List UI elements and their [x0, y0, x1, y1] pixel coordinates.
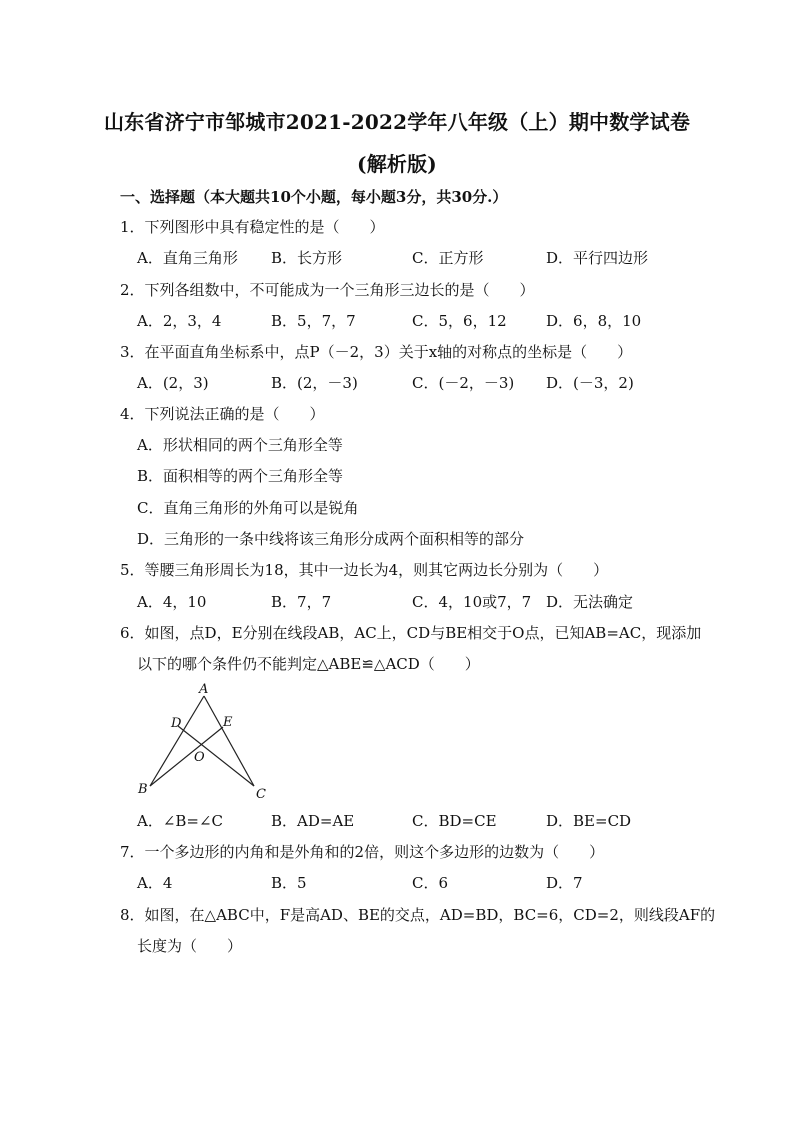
segment-dc — [178, 726, 254, 786]
question-8-cont: 长度为（ ） — [137, 937, 243, 955]
label-c: C — [256, 787, 266, 802]
q7-option-d: D．7 — [546, 874, 583, 892]
label-d: D — [171, 716, 182, 731]
q4-option-b: B．面积相等的两个三角形全等 — [137, 467, 344, 485]
section-heading: 一、选择题（本大题共10个小题，每小题3分，共30分.） — [120, 188, 508, 206]
q5-option-d: D．无法确定 — [546, 593, 634, 611]
q7-option-a: A．4 — [137, 874, 173, 892]
q4-option-d: D．三角形的一条中线将该三角形分成两个面积相等的部分 — [137, 530, 525, 548]
segment-eb — [150, 727, 223, 786]
q7-option-c: C．6 — [412, 874, 449, 892]
label-a: A — [199, 682, 209, 697]
question-3: 3．在平面直角坐标系中，点P（－2，3）关于x轴的对称点的坐标是（ ） — [120, 343, 633, 361]
q5-option-b: B．7，7 — [271, 593, 332, 611]
q6-option-a: A．∠B=∠C — [137, 812, 224, 830]
q6-option-d: D．BE=CD — [546, 812, 632, 830]
segment-ac — [204, 696, 254, 786]
question-1: 1．下列图形中具有稳定性的是（ ） — [120, 218, 385, 236]
q3-option-b: B．(2，－3) — [271, 374, 358, 392]
q2-option-d: D．6，8，10 — [546, 312, 642, 330]
q1-option-a: A．直角三角形 — [137, 249, 238, 267]
q2-option-c: C．5，6，12 — [412, 312, 507, 330]
question-5: 5．等腰三角形周长为18，其中一边长为4，则其它两边长分别为（ ） — [120, 561, 609, 579]
question-7: 7．一个多边形的内角和是外角和的2倍，则这个多边形的边数为（ ） — [120, 843, 605, 861]
paper-subtitle: (解析版) — [357, 152, 437, 176]
q3-option-d: D．(－3，2) — [546, 374, 634, 392]
question-2: 2．下列各组数中，不可能成为一个三角形三边长的是（ ） — [120, 281, 535, 299]
label-e: E — [223, 715, 233, 730]
q5-option-a: A．4，10 — [137, 593, 207, 611]
q2-option-b: B．5，7，7 — [271, 312, 356, 330]
q1-option-c: C．正方形 — [412, 249, 484, 267]
question-6-cont: 以下的哪个条件仍不能判定△ABE≌△ACD（ ） — [137, 655, 480, 673]
q1-option-d: D．平行四边形 — [546, 249, 649, 267]
q4-option-a: A．形状相同的两个三角形全等 — [137, 436, 343, 454]
label-b: B — [138, 782, 148, 797]
segment-ab — [150, 696, 204, 786]
question-4: 4．下列说法正确的是（ ） — [120, 405, 325, 423]
q7-option-b: B．5 — [271, 874, 307, 892]
label-o: O — [194, 750, 205, 765]
q3-option-c: C．(－2，－3) — [412, 374, 515, 392]
q6-option-c: C．BD=CE — [412, 812, 497, 830]
triangle-figure — [130, 682, 280, 807]
paper-title: 山东省济宁市邹城市2021-2022学年八年级（上）期中数学试卷 — [103, 110, 691, 134]
q2-option-a: A．2，3，4 — [137, 312, 222, 330]
q4-option-c: C．直角三角形的外角可以是锐角 — [137, 499, 359, 517]
q3-option-a: A．(2，3) — [137, 374, 209, 392]
q5-option-c: C．4，10或7，7 — [412, 593, 532, 611]
question-8: 8．如图，在△ABC中，F是高AD、BE的交点，AD=BD，BC=6，CD=2，则线段AF的 — [120, 906, 716, 924]
q6-option-b: B．AD=AE — [271, 812, 355, 830]
q1-option-b: B．长方形 — [271, 249, 343, 267]
question-6: 6．如图，点D，E分别在线段AB，AC上，CD与BE相交于O点，已知AB=AC，现添加 — [120, 624, 702, 642]
